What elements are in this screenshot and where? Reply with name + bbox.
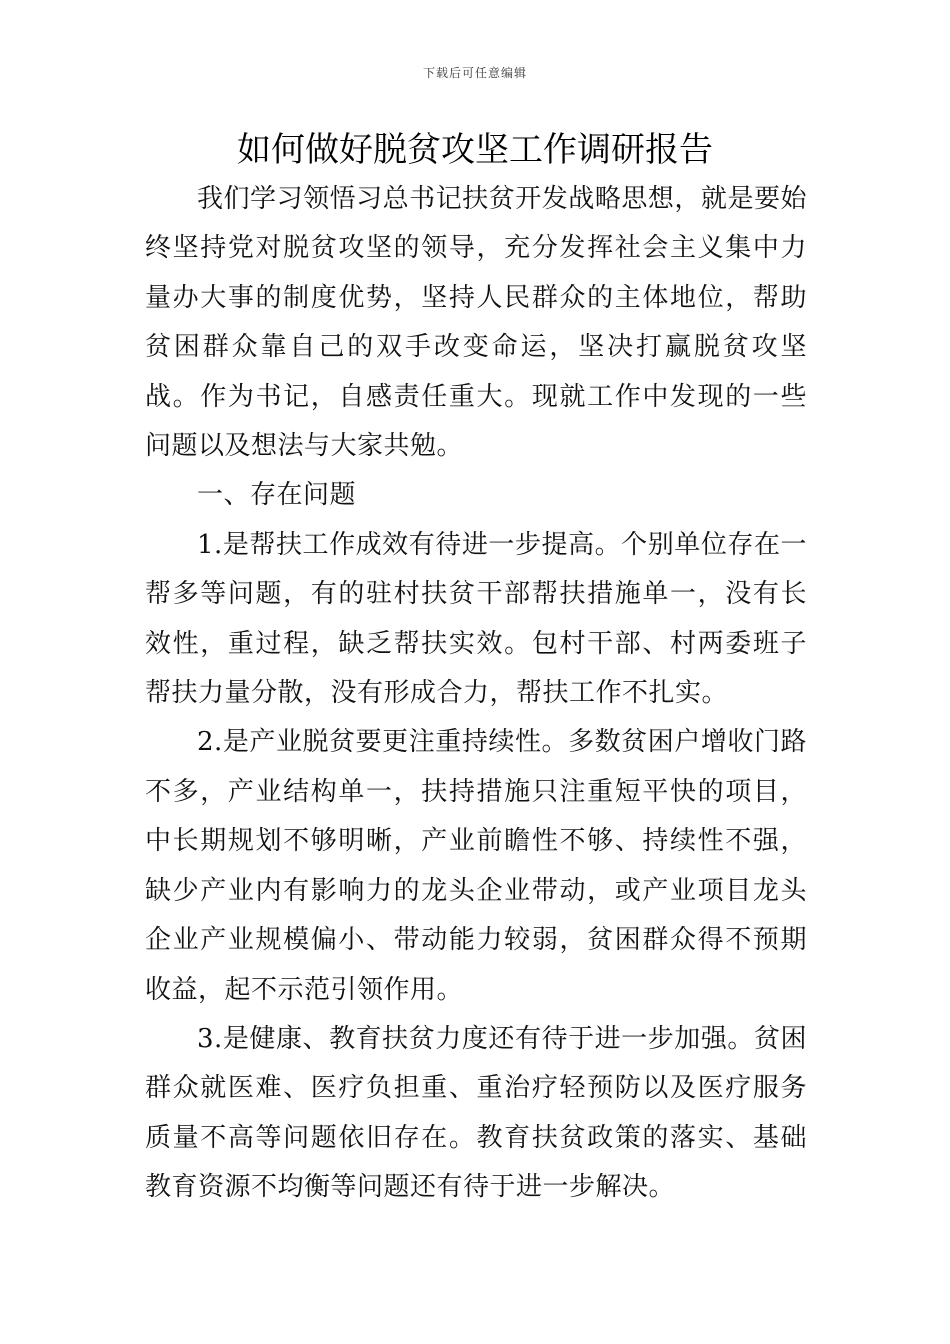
intro-paragraph: 我们学习领悟习总书记扶贫开发战略思想，就是要始终坚持党对脱贫攻坚的领导，充分发挥社会主义集中力量办大事的制度优势，坚持人民群众的主体地位，帮助贫困群众靠自己的双手改变命运，坚决打赢脱贫攻坚战。作为书记，自感责任重大。现就工作中发现的一些问题以及想法与大家共勉。 — [145, 184, 807, 462]
document-body — [145, 175, 807, 1213]
section-heading: 一、存在问题 — [197, 480, 357, 511]
problem-paragraph-3: 3.是健康、教育扶贫力度还有待于进一步加强。贫困群众就医难、医疗负担重、重治疗轻预防以及医疗服务质量不高等问题依旧存在。教育扶贫政策的落实、基础教育资源不均衡等问题还有待于进一步解决。 — [145, 1023, 807, 1203]
problem-paragraph-2: 2.是产业脱贫要更注重持续性。多数贫困户增收门路不多，产业结构单一，扶持措施只注重短平快的项目，中长期规划不够明晰，产业前瞻性不够、持续性不强，缺少产业内有影响力的龙头企业带动，或产业项目龙头企业产业规模偏小、带动能力较弱，贫困群众得不预期收益，起不示范引领作用。 — [145, 727, 807, 1005]
problem-paragraph-1: 1.是帮扶工作成效有待进一步提高。个别单位存在一帮多等问题，有的驻村扶贫干部帮扶措施单一，没有长效性，重过程，缺乏帮扶实效。包村干部、村两委班子帮扶力量分散，没有形成合力，帮扶工作不扎实。 — [145, 529, 807, 709]
header-note: 下载后可任意编辑 — [422, 66, 527, 80]
document-title: 如何做好脱贫攻坚工作调研报告 — [237, 130, 713, 170]
